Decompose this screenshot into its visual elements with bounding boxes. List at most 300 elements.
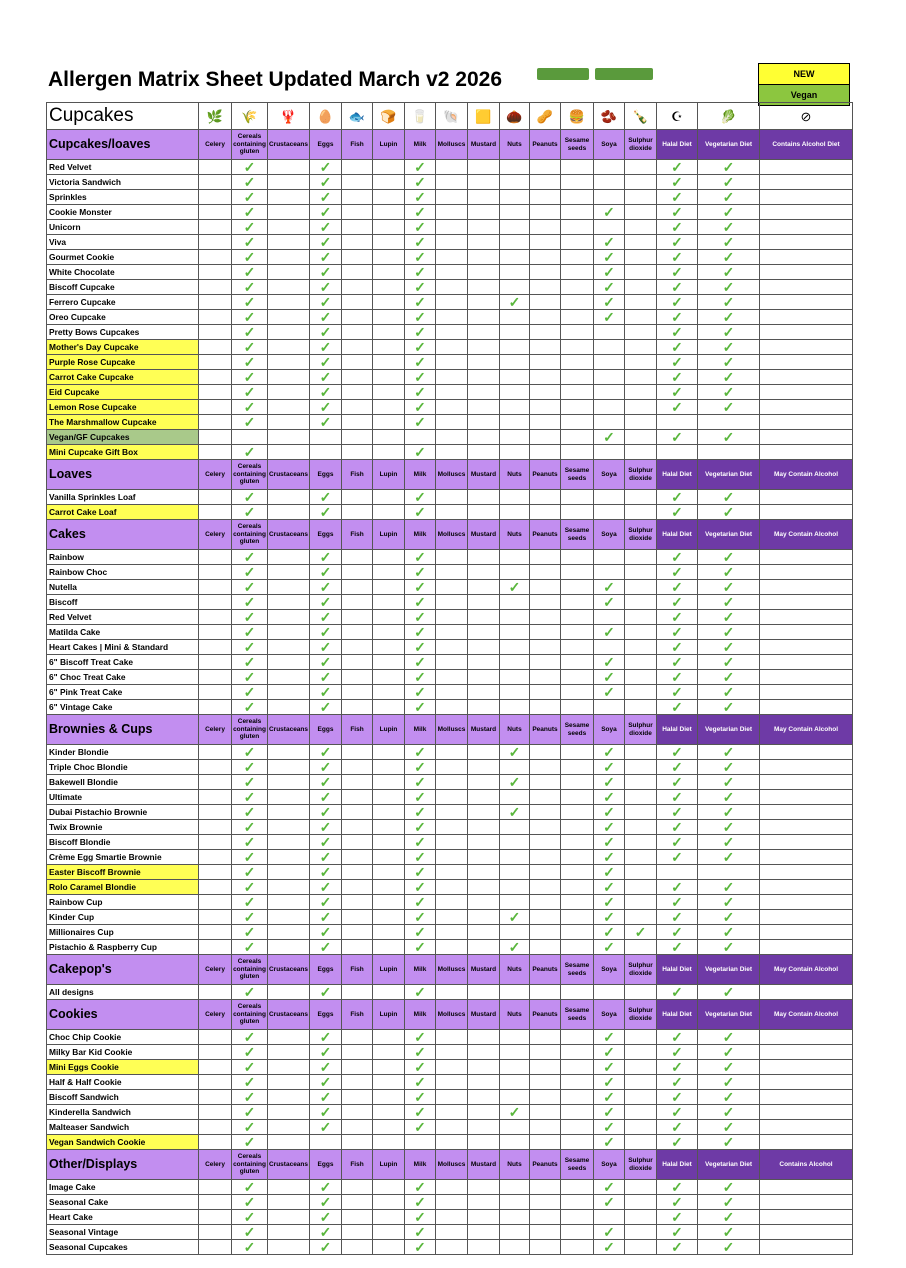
tick-icon: ✓ — [722, 984, 735, 1000]
matrix-cell — [468, 370, 500, 385]
matrix-cell — [625, 190, 657, 205]
tick-icon: ✓ — [722, 1224, 735, 1240]
matrix-cell — [594, 940, 625, 955]
tick-icon: ✓ — [243, 819, 256, 835]
matrix-cell — [436, 805, 468, 820]
matrix-cell — [199, 595, 232, 610]
tick-icon: ✓ — [603, 1194, 615, 1210]
tick-icon: ✓ — [508, 579, 521, 595]
column-header: Nuts — [500, 1000, 530, 1030]
tick-icon: ✓ — [722, 774, 735, 790]
matrix-cell — [594, 1135, 625, 1150]
matrix-cell — [405, 1240, 436, 1255]
column-header: Sesame seeds — [561, 520, 594, 550]
tick-icon: ✓ — [671, 429, 683, 445]
tick-icon: ✓ — [319, 579, 332, 595]
matrix-cell — [530, 265, 561, 280]
matrix-cell — [625, 250, 657, 265]
matrix-cell — [232, 655, 268, 670]
column-header: Cereals containing gluten — [232, 715, 268, 745]
matrix-cell — [373, 1180, 405, 1195]
product-name: Seasonal Cupcakes — [47, 1240, 199, 1255]
matrix-cell — [530, 490, 561, 505]
tick-icon: ✓ — [319, 399, 332, 415]
matrix-cell — [310, 445, 342, 460]
matrix-cell — [657, 745, 698, 760]
tick-icon: ✓ — [319, 324, 332, 340]
matrix-cell — [530, 625, 561, 640]
tick-icon: ✓ — [319, 669, 332, 685]
tick-icon: ✓ — [243, 219, 256, 235]
matrix-cell — [530, 1090, 561, 1105]
matrix-cell — [561, 1090, 594, 1105]
matrix-cell — [232, 670, 268, 685]
matrix-cell — [561, 565, 594, 580]
matrix-cell — [561, 1135, 594, 1150]
matrix-cell — [500, 1060, 530, 1075]
matrix-cell — [232, 265, 268, 280]
matrix-cell — [468, 205, 500, 220]
table-row — [47, 985, 853, 1000]
tick-icon: ✓ — [671, 174, 683, 190]
tick-icon: ✓ — [603, 684, 615, 700]
matrix-cell — [657, 1225, 698, 1240]
tick-icon: ✓ — [722, 324, 735, 340]
matrix-cell — [530, 895, 561, 910]
matrix-cell — [436, 250, 468, 265]
tick-icon: ✓ — [722, 279, 735, 295]
matrix-cell — [760, 1045, 853, 1060]
matrix-cell — [561, 595, 594, 610]
matrix-cell — [373, 1030, 405, 1045]
column-header: Nuts — [500, 1150, 530, 1180]
column-header: Vegetarian Diet — [698, 520, 760, 550]
icon-cell — [310, 103, 342, 130]
matrix-cell — [405, 595, 436, 610]
matrix-cell — [232, 985, 268, 1000]
matrix-cell — [561, 835, 594, 850]
column-header: Milk — [405, 715, 436, 745]
matrix-cell — [373, 790, 405, 805]
matrix-cell — [199, 205, 232, 220]
product-name: Milky Bar Kid Cookie — [47, 1045, 199, 1060]
matrix-cell — [373, 745, 405, 760]
matrix-cell — [500, 550, 530, 565]
tick-icon: ✓ — [671, 339, 683, 355]
tick-icon: ✓ — [671, 1209, 683, 1225]
matrix-cell — [436, 865, 468, 880]
matrix-cell — [594, 325, 625, 340]
column-header: Peanuts — [530, 520, 561, 550]
eggs-icon: 🥚 — [317, 108, 334, 124]
matrix-cell — [310, 325, 342, 340]
matrix-cell — [436, 685, 468, 700]
product-name: Crème Egg Smartie Brownie — [47, 850, 199, 865]
product-name: Bakewell Blondie — [47, 775, 199, 790]
icon-cell — [199, 103, 232, 130]
tick-icon: ✓ — [414, 939, 426, 955]
matrix-cell — [561, 1240, 594, 1255]
tick-icon: ✓ — [603, 834, 615, 850]
matrix-cell — [436, 850, 468, 865]
matrix-cell — [310, 355, 342, 370]
matrix-cell — [468, 1075, 500, 1090]
matrix-cell — [373, 1240, 405, 1255]
matrix-cell — [561, 655, 594, 670]
tick-icon: ✓ — [243, 684, 256, 700]
tick-icon: ✓ — [319, 654, 332, 670]
matrix-cell — [342, 910, 373, 925]
matrix-cell — [594, 1045, 625, 1060]
matrix-cell — [405, 1120, 436, 1135]
matrix-cell — [310, 805, 342, 820]
matrix-cell — [760, 625, 853, 640]
tick-icon: ✓ — [319, 984, 332, 1000]
matrix-cell — [268, 220, 310, 235]
matrix-cell — [530, 550, 561, 565]
icon-cell — [594, 103, 625, 130]
matrix-cell — [698, 250, 760, 265]
matrix-cell — [436, 625, 468, 640]
matrix-cell — [468, 355, 500, 370]
matrix-cell — [268, 685, 310, 700]
matrix-cell — [199, 160, 232, 175]
icon-cell — [500, 103, 530, 130]
matrix-cell — [500, 610, 530, 625]
matrix-cell — [373, 580, 405, 595]
table-row — [47, 250, 853, 265]
matrix-cell — [594, 205, 625, 220]
matrix-cell — [594, 1225, 625, 1240]
matrix-cell — [657, 295, 698, 310]
tick-icon: ✓ — [243, 744, 256, 760]
matrix-cell — [530, 1045, 561, 1060]
matrix-cell — [698, 1135, 760, 1150]
matrix-cell — [657, 1210, 698, 1225]
tick-icon: ✓ — [243, 1044, 256, 1060]
tick-icon: ✓ — [722, 879, 735, 895]
tick-icon: ✓ — [319, 759, 332, 775]
matrix-cell — [760, 1225, 853, 1240]
tick-icon: ✓ — [671, 1089, 683, 1105]
table-row — [47, 1210, 853, 1225]
matrix-cell — [760, 250, 853, 265]
tick-icon: ✓ — [414, 1044, 426, 1060]
matrix-cell — [232, 220, 268, 235]
matrix-cell — [594, 595, 625, 610]
matrix-cell — [310, 175, 342, 190]
tick-icon: ✓ — [243, 1104, 256, 1120]
tick-icon: ✓ — [414, 804, 426, 820]
matrix-cell — [760, 595, 853, 610]
tick-icon: ✓ — [603, 1119, 615, 1135]
matrix-cell — [268, 1240, 310, 1255]
column-header: Mustard — [468, 1150, 500, 1180]
matrix-cell — [405, 1060, 436, 1075]
matrix-cell — [594, 445, 625, 460]
matrix-cell — [657, 550, 698, 565]
matrix-cell — [698, 400, 760, 415]
column-header: Eggs — [310, 1150, 342, 1180]
tick-icon: ✓ — [414, 294, 426, 310]
product-name: Seasonal Vintage — [47, 1225, 199, 1240]
matrix-cell — [657, 430, 698, 445]
column-header: Eggs — [310, 1000, 342, 1030]
matrix-cell — [561, 1030, 594, 1045]
tick-icon: ✓ — [671, 384, 683, 400]
matrix-cell — [625, 280, 657, 295]
product-name: Gourmet Cookie — [47, 250, 199, 265]
matrix-cell — [436, 175, 468, 190]
tick-icon: ✓ — [671, 564, 683, 580]
matrix-cell — [405, 1030, 436, 1045]
tick-icon: ✓ — [319, 1224, 332, 1240]
matrix-cell — [561, 1210, 594, 1225]
product-name: 6" Pink Treat Cake — [47, 685, 199, 700]
matrix-cell — [500, 835, 530, 850]
matrix-cell — [310, 370, 342, 385]
molluscs-icon: 🐚 — [443, 108, 460, 124]
tick-icon: ✓ — [319, 849, 332, 865]
table-row — [47, 370, 853, 385]
tick-icon: ✓ — [414, 1194, 426, 1210]
matrix-cell — [500, 745, 530, 760]
matrix-cell — [199, 385, 232, 400]
matrix-cell — [625, 625, 657, 640]
matrix-cell — [760, 640, 853, 655]
matrix-cell — [199, 1045, 232, 1060]
matrix-cell — [625, 700, 657, 715]
matrix-cell — [232, 1135, 268, 1150]
matrix-cell — [373, 985, 405, 1000]
column-header: Soya — [594, 460, 625, 490]
matrix-cell — [436, 925, 468, 940]
column-header: Cereals containing gluten — [232, 1000, 268, 1030]
column-header: Celery — [199, 520, 232, 550]
matrix-cell — [373, 1195, 405, 1210]
matrix-cell — [232, 505, 268, 520]
matrix-cell — [342, 895, 373, 910]
table-row — [47, 1045, 853, 1060]
matrix-cell — [199, 700, 232, 715]
tick-icon: ✓ — [243, 789, 256, 805]
matrix-cell — [199, 580, 232, 595]
tick-icon: ✓ — [722, 594, 735, 610]
matrix-cell — [199, 850, 232, 865]
matrix-cell — [232, 1090, 268, 1105]
matrix-cell — [594, 1240, 625, 1255]
matrix-cell — [657, 850, 698, 865]
tick-icon: ✓ — [671, 699, 683, 715]
matrix-cell — [310, 1120, 342, 1135]
tick-icon: ✓ — [722, 684, 735, 700]
matrix-cell — [342, 1180, 373, 1195]
matrix-cell — [760, 940, 853, 955]
matrix-cell — [500, 160, 530, 175]
matrix-cell — [500, 490, 530, 505]
matrix-cell — [657, 190, 698, 205]
matrix-cell — [468, 175, 500, 190]
product-name: Twix Brownie — [47, 820, 199, 835]
matrix-cell — [342, 925, 373, 940]
tick-icon: ✓ — [243, 549, 256, 565]
tick-icon: ✓ — [671, 924, 683, 940]
matrix-cell — [698, 745, 760, 760]
matrix-cell — [310, 1225, 342, 1240]
matrix-cell — [342, 1060, 373, 1075]
matrix-cell — [310, 1195, 342, 1210]
matrix-cell — [594, 370, 625, 385]
matrix-cell — [232, 1195, 268, 1210]
matrix-cell — [760, 340, 853, 355]
matrix-cell — [500, 655, 530, 670]
tick-icon: ✓ — [319, 189, 332, 205]
matrix-cell — [500, 385, 530, 400]
matrix-cell — [268, 925, 310, 940]
matrix-cell — [594, 340, 625, 355]
matrix-cell — [561, 325, 594, 340]
matrix-cell — [268, 595, 310, 610]
column-header: Nuts — [500, 460, 530, 490]
matrix-cell — [530, 340, 561, 355]
matrix-cell — [468, 865, 500, 880]
matrix-cell — [698, 265, 760, 280]
matrix-cell — [468, 160, 500, 175]
tick-icon: ✓ — [414, 384, 426, 400]
matrix-cell — [199, 820, 232, 835]
matrix-cell — [500, 295, 530, 310]
matrix-cell — [760, 220, 853, 235]
matrix-cell — [268, 280, 310, 295]
column-header: Sulphur dioxide — [625, 1000, 657, 1030]
matrix-cell — [657, 340, 698, 355]
column-header: Sesame seeds — [561, 1000, 594, 1030]
product-name: White Chocolate — [47, 265, 199, 280]
column-header: Sulphur dioxide — [625, 1150, 657, 1180]
matrix-cell — [405, 250, 436, 265]
matrix-cell — [657, 1135, 698, 1150]
matrix-cell — [698, 610, 760, 625]
table-row — [47, 385, 853, 400]
matrix-cell — [342, 1030, 373, 1045]
matrix-cell — [500, 400, 530, 415]
tick-icon: ✓ — [722, 834, 735, 850]
column-header: Molluscs — [436, 130, 468, 160]
tick-icon: ✓ — [319, 939, 332, 955]
column-header: Celery — [199, 460, 232, 490]
tick-icon: ✓ — [414, 654, 426, 670]
matrix-cell — [760, 490, 853, 505]
tick-icon: ✓ — [671, 369, 683, 385]
matrix-cell — [625, 850, 657, 865]
column-header: Soya — [594, 520, 625, 550]
tick-icon: ✓ — [243, 564, 256, 580]
section-header-row — [47, 715, 853, 745]
matrix-cell — [760, 325, 853, 340]
legend — [758, 63, 850, 106]
matrix-cell — [561, 175, 594, 190]
matrix-cell — [625, 1105, 657, 1120]
matrix-cell — [232, 175, 268, 190]
tick-icon: ✓ — [603, 264, 615, 280]
tick-icon: ✓ — [319, 1239, 332, 1255]
matrix-cell — [760, 580, 853, 595]
matrix-cell — [468, 850, 500, 865]
allergen-matrix-table — [46, 102, 853, 1255]
matrix-cell — [310, 580, 342, 595]
tick-icon: ✓ — [722, 1119, 735, 1135]
tick-icon: ✓ — [243, 309, 256, 325]
tick-icon: ✓ — [671, 774, 683, 790]
section-title: Cookies — [47, 1000, 199, 1030]
matrix-cell — [232, 355, 268, 370]
tick-icon: ✓ — [243, 489, 256, 505]
tick-icon: ✓ — [414, 309, 426, 325]
matrix-cell — [199, 505, 232, 520]
matrix-cell — [561, 355, 594, 370]
matrix-cell — [594, 865, 625, 880]
matrix-cell — [468, 550, 500, 565]
tick-icon: ✓ — [671, 819, 683, 835]
tick-icon: ✓ — [414, 984, 426, 1000]
tick-icon: ✓ — [243, 624, 256, 640]
matrix-cell — [698, 205, 760, 220]
matrix-cell — [310, 940, 342, 955]
matrix-cell — [468, 385, 500, 400]
matrix-cell — [468, 985, 500, 1000]
tick-icon: ✓ — [243, 264, 256, 280]
matrix-cell — [561, 625, 594, 640]
column-header: Sesame seeds — [561, 715, 594, 745]
matrix-cell — [594, 250, 625, 265]
matrix-cell — [405, 325, 436, 340]
matrix-cell — [436, 985, 468, 1000]
matrix-cell — [373, 415, 405, 430]
column-header: Sulphur dioxide — [625, 130, 657, 160]
matrix-cell — [698, 865, 760, 880]
matrix-cell — [530, 745, 561, 760]
matrix-cell — [199, 325, 232, 340]
matrix-cell — [232, 280, 268, 295]
table-row — [47, 1060, 853, 1075]
matrix-cell — [268, 370, 310, 385]
matrix-cell — [698, 940, 760, 955]
matrix-cell — [436, 220, 468, 235]
matrix-cell — [594, 850, 625, 865]
matrix-cell — [698, 595, 760, 610]
column-header: Nuts — [500, 130, 530, 160]
product-name: Cookie Monster — [47, 205, 199, 220]
tick-icon: ✓ — [722, 909, 735, 925]
legend-vegan: Vegan — [758, 85, 850, 106]
matrix-cell — [342, 820, 373, 835]
matrix-cell — [268, 670, 310, 685]
tick-icon: ✓ — [319, 384, 332, 400]
column-header: Fish — [342, 1000, 373, 1030]
column-header: Milk — [405, 955, 436, 985]
matrix-cell — [625, 1060, 657, 1075]
matrix-cell — [405, 775, 436, 790]
matrix-cell — [373, 325, 405, 340]
table-row — [47, 835, 853, 850]
tick-icon: ✓ — [414, 1074, 426, 1090]
tick-icon: ✓ — [319, 309, 332, 325]
matrix-cell — [625, 385, 657, 400]
tick-icon: ✓ — [722, 159, 735, 175]
matrix-cell — [657, 1195, 698, 1210]
column-header: Milk — [405, 1150, 436, 1180]
matrix-cell — [561, 640, 594, 655]
